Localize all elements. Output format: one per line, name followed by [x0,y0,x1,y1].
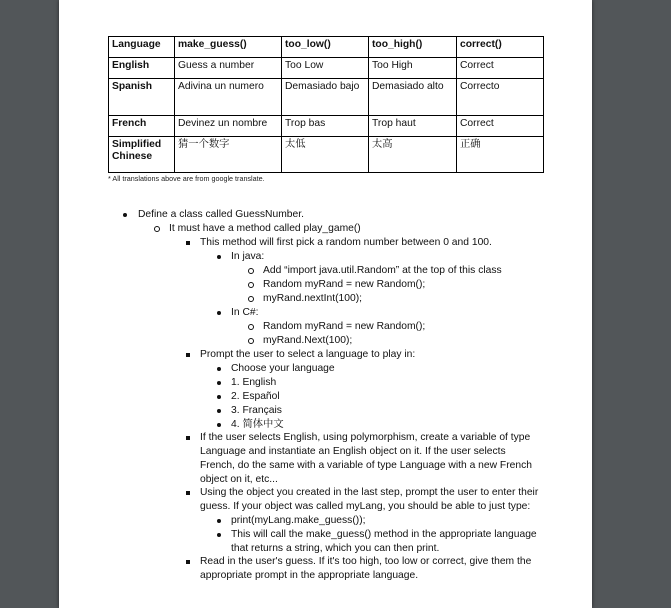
document-page [59,0,592,608]
list-item-continuation: object on it, etc... [200,474,278,485]
list-item: 2. Español [231,391,280,402]
bullet-dot-icon [217,519,221,523]
list-item: print(myLang.make_guess()); [231,515,366,526]
list-item: In java: [231,251,265,262]
table-row [109,137,544,173]
list-item: Choose your language [231,363,335,374]
bullet-circle-icon [248,338,254,344]
bullet-dot-icon [217,423,221,427]
table-header-cell: make_guess() [175,37,282,58]
bullet-dot-icon [217,311,221,315]
table-cell: Simplified Chinese [109,137,175,173]
table-cell: English [109,58,175,79]
bullet-square-icon [186,491,190,495]
list-item: myRand.nextInt(100); [263,293,363,304]
table-cell: Correct [457,58,544,79]
bullet-dot-icon [217,533,221,537]
list-item: In C#: [231,307,259,318]
bullet-square-icon [186,560,190,564]
list-item: Using the object you created in the last step, prompt the user to enter their [200,487,539,498]
list-item: 1. English [231,377,277,388]
table-row [109,116,544,137]
bullet-dot-icon [217,367,221,371]
table-cell: Correcto [457,79,544,116]
list-item: Read in the user's guess. If it's too high, too low or correct, give them the [200,556,532,567]
list-item: This will call the make_guess() method in the appropriate language [231,529,537,540]
bullet-dot-icon [217,395,221,399]
list-item: Prompt the user to select a language to play in: [200,349,416,360]
list-item: If the user selects English, using polymorphism, create a variable of type [200,432,531,443]
list-item-continuation: French, do the same with a variable of type Language with a new French [200,460,532,471]
list-item: 4. 简体中文 [231,419,284,430]
list-item: Random myRand = new Random(); [263,279,426,290]
table-cell: Demasiado bajo [282,79,369,116]
table-header-cell: Language [109,37,175,58]
list-item: myRand.Next(100); [263,335,353,346]
table-header-cell: too_high() [369,37,457,58]
bullet-circle-icon [248,324,254,330]
table-cell: Devinez un nombre [175,116,282,137]
table-header-cell: too_low() [282,37,369,58]
table-cell: Correct [457,116,544,137]
translations-table [108,36,544,173]
table-cell: 太高 [369,137,457,173]
table-cell: Demasiado alto [369,79,457,116]
list-item: 3. Français [231,405,282,416]
bullet-circle-icon [154,226,160,232]
table-cell: 太低 [282,137,369,173]
list-item-continuation: that returns a string, which you can then print. [231,543,440,554]
table-cell: Too High [369,58,457,79]
table-cell: Trop bas [282,116,369,137]
table-cell: 猜一个数字 [175,137,282,173]
bullet-square-icon [186,241,190,245]
list-item: It must have a method called play_game() [169,223,361,234]
table-cell: Guess a number [175,58,282,79]
list-item-continuation: guess. If your object was called myLang, you should be able to just type: [200,501,531,512]
table-cell: Spanish [109,79,175,116]
bullet-square-icon [186,353,190,357]
bullet-circle-icon [248,268,254,274]
table-row [109,58,544,79]
bullet-square-icon [186,436,190,440]
table-cell: Adivina un numero [175,79,282,116]
bullet-dot-icon [217,255,221,259]
list-item-continuation: Language and instantiate an English object on it. If the user selects [200,446,506,457]
list-item: Add “import java.util.Random” at the top of this class [263,265,502,276]
bullet-circle-icon [248,296,254,302]
list-item-continuation: appropriate prompt in the appropriate language. [200,570,419,581]
bullet-dot-icon [217,409,221,413]
table-header-cell: correct() [457,37,544,58]
list-item: Define a class called GuessNumber. [138,209,304,220]
table-header-row [109,37,544,58]
table-cell: Too Low [282,58,369,79]
bullet-circle-icon [248,282,254,288]
list-item: This method will first pick a random number between 0 and 100. [200,237,492,248]
bullet-dot-icon [123,213,127,217]
bullet-dot-icon [217,381,221,385]
table-cell: Trop haut [369,116,457,137]
list-item: Random myRand = new Random(); [263,321,426,332]
table-row [109,79,544,116]
table-cell: 正确 [457,137,544,173]
table-cell: French [109,116,175,137]
translation-note: * All translations above are from google translate. [108,174,265,183]
